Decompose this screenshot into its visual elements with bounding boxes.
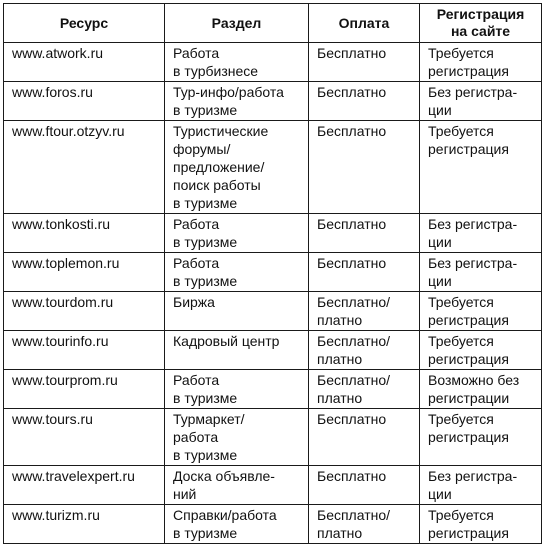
cell-resource: www.foros.ru [4,82,165,121]
cell-section: Справки/работа в туризме [165,505,309,544]
cell-resource: www.atwork.ru [4,43,165,82]
cell-resource: www.tonkosti.ru [4,214,165,253]
table-row [4,505,542,544]
cell-payment: Бесплатно [309,214,420,253]
cell-resource: www.tours.ru [4,409,165,466]
cell-resource: www.tourinfo.ru [4,331,165,370]
cell-registration: Требуется регистрация [420,292,542,331]
cell-section: Доска объявле- ний [165,466,309,505]
cell-registration: Требуется регистрация [420,43,542,82]
cell-section: Кадровый центр [165,331,309,370]
cell-payment: Бесплатно/ платно [309,331,420,370]
cell-resource: www.ftour.otzyv.ru [4,121,165,214]
cell-payment: Бесплатно [309,121,420,214]
cell-registration: Требуется регистрация [420,409,542,466]
resources-table [3,3,542,544]
cell-resource: www.turizm.ru [4,505,165,544]
cell-section: Работа в туризме [165,253,309,292]
cell-payment: Бесплатно [309,253,420,292]
cell-payment: Бесплатно [309,43,420,82]
cell-payment: Бесплатно [309,409,420,466]
table-row [4,292,542,331]
cell-section: Работа в туризме [165,370,309,409]
cell-registration: Возможно без регистрации [420,370,542,409]
header-row [4,4,542,43]
table-row [4,331,542,370]
table-row [4,214,542,253]
cell-resource: www.toplemon.ru [4,253,165,292]
cell-resource: www.travelexpert.ru [4,466,165,505]
cell-section: Работа в туризме [165,214,309,253]
table-row [4,43,542,82]
cell-resource: www.tourdom.ru [4,292,165,331]
cell-section: Биржа [165,292,309,331]
cell-registration: Без регистра- ции [420,253,542,292]
cell-registration: Требуется регистрация [420,505,542,544]
cell-section: Работа в турбизнесе [165,43,309,82]
cell-section: Турмаркет/ работа в туризме [165,409,309,466]
header-section: Раздел [165,4,309,43]
cell-registration: Требуется регистрация [420,121,542,214]
header-resource: Ресурс [4,4,165,43]
cell-payment: Бесплатно/ платно [309,370,420,409]
cell-payment: Бесплатно/ платно [309,505,420,544]
table-row [4,370,542,409]
cell-registration: Требуется регистрация [420,331,542,370]
cell-registration: Без регистра- ции [420,82,542,121]
table-row [4,121,542,214]
header-payment: Оплата [309,4,420,43]
table-row [4,409,542,466]
table-row [4,82,542,121]
cell-payment: Бесплатно [309,82,420,121]
table-row [4,466,542,505]
cell-section: Туристические форумы/ предложение/ поиск работы в туризме [165,121,309,214]
cell-registration: Без регистра- ции [420,214,542,253]
cell-section: Тур-инфо/работа в туризме [165,82,309,121]
cell-payment: Бесплатно/ платно [309,292,420,331]
cell-resource: www.tourprom.ru [4,370,165,409]
table-row [4,253,542,292]
header-registration: Регистрация на сайте [420,4,542,43]
cell-registration: Без регистра- ции [420,466,542,505]
cell-payment: Бесплатно [309,466,420,505]
